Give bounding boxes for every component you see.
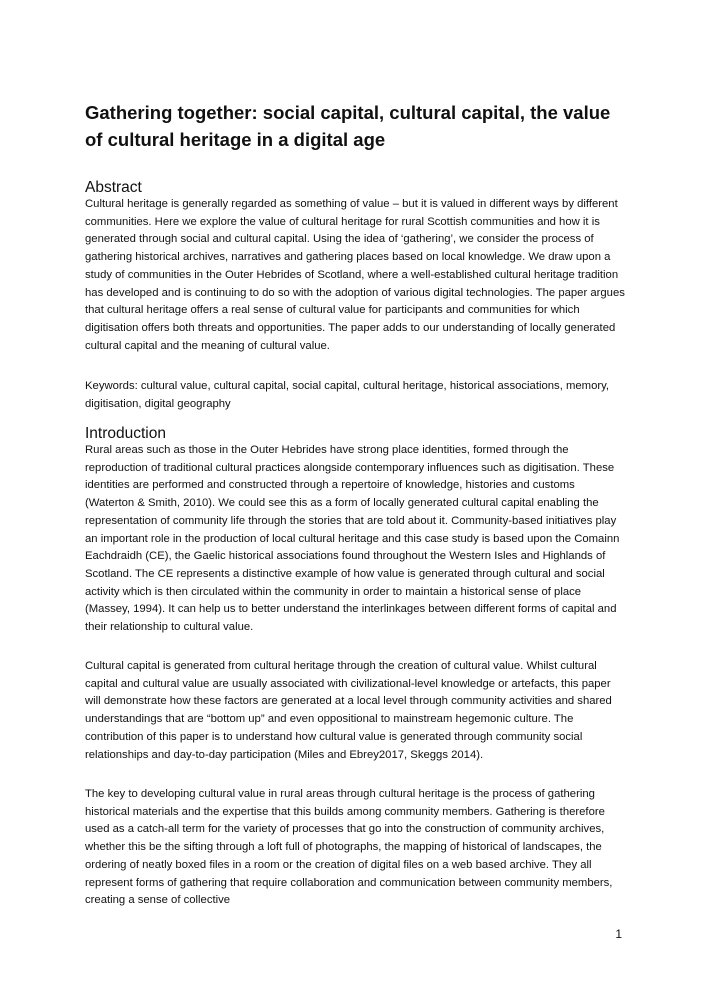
page-number: 1 [615,927,622,941]
introduction-paragraph-3: The key to developing cultural value in rural areas through cultural heritage is the process of gathering historical materials and the expertise that this builds among community members. Gathering is therefore used as a catch-all term for the variety of processes that go into the construction of community archives, whether this be the sifting through a loft full of photographs, the mapping of historical of landscapes, the ordering of neatly boxed files in a room or the creation of digital files on a web based archive. They all represent forms of gathering that require collaboration and communication between community members, creating a sense of collective [85,788,613,907]
abstract-text: Cultural heritage is generally regarded as something of value – but it is valued in different ways by different communities. Here we explore the value of cultural heritage for rural Scottish communities and how it is generated through social and cultural capital. Using the idea of ‘gathering’, we consider the process of gathering historical archives, narratives and gathering places based on local knowledge. We draw upon a study of communities in the Outer Hebrides of Scotland, where a well-established cultural heritage tradition has developed and is continuing to do so with the adoption of various digital technologies. The paper argues that cultural heritage offers a real sense of cultural value for participants and communities for which digitisation offers both threats and opportunities. The paper adds to our understanding of locally generated cultural capital and the meaning of cultural value. [85,198,625,352]
keywords-text: Keywords: cultural value, cultural capital, social capital, cultural heritage, historical associations, memory, digitisation, digital geography [85,380,610,410]
paper-title: Gathering together: social capital, cultural capital, the value of cultural heritage in a digital age [85,102,611,150]
introduction-heading: Introduction [85,425,166,442]
introduction-paragraph-1: Rural areas such as those in the Outer Hebrides have strong place identities, formed through the reproduction of traditional cultural practices alongside contemporary influences such as digitisation. These identities are performed and constructed through a repertoire of knowledge, histories and customs (Waterton & Smith, 2010). We could see this as a form of locally generated cultural capital enabling the representation of community life through the stories that are told about it. Community-based initiatives play an important role in the production of local cultural heritage and this case study is based upon the Comainn Eachdraidh (CE), the Gaelic historical associations found throughout the Western Isles and Highlands of Scotland. The CE represents a distinctive example of how value is generated through cultural and social activity which is then circulated within the community in order to maintain a historical sense of place (Massey, 1994). It can help us to better understand the interlinkages between different forms of capital and their relationship to cultural value. [85,444,620,634]
abstract-heading: Abstract [85,179,142,196]
introduction-paragraph-2: Cultural capital is generated from cultural heritage through the creation of cultural value. Whilst cultural capital and cultural value are usually associated with civilizational-level knowledge or artefacts, this paper will demonstrate how these factors are generated at a local level through community activities and shared understandings that are “bottom up” and even oppositional to mainstream hegemonic culture. The contribution of this paper is to understand how cultural value is generated through community social relationships and day-to-day participation (Miles and Ebrey2017, Skeggs 2014). [85,660,612,761]
